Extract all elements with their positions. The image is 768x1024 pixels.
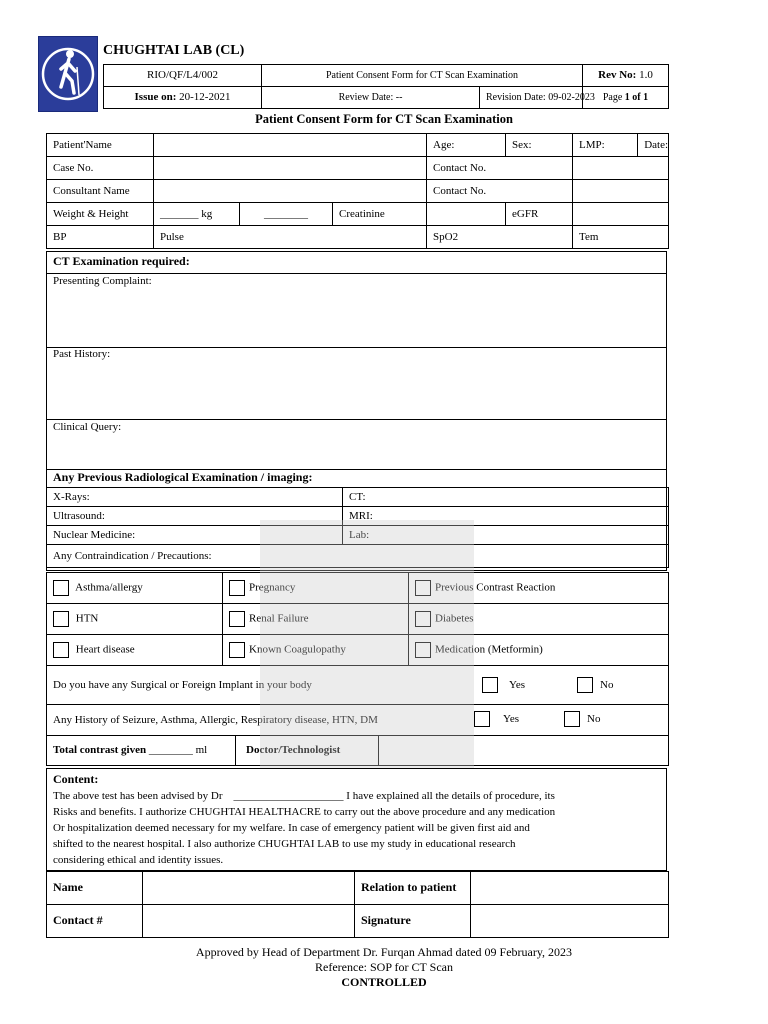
issue-label: Issue on: [134,91,177,104]
revision-date: Revision Date: 09-02-2023 [480,87,583,109]
presenting-complaint-label: Presenting Complaint: [53,275,152,287]
radiology-heading: Any Previous Radiological Examination / imaging: [53,470,313,484]
medication-label: Medication (Metformin) [435,643,543,656]
consultant-contact-field[interactable] [573,180,669,203]
consent-text [53,788,653,868]
diabetes-label: Diabetes [435,612,474,625]
nuclear-medicine-field[interactable]: Nuclear Medicine: [47,526,343,545]
implant-yes-label: Yes [509,679,526,691]
patient-name-field[interactable] [154,134,427,157]
diabetes-option[interactable] [409,604,669,635]
patient-details-table [46,133,669,249]
patient-name-label: Patient'Name [47,134,154,157]
contact-label: Contact # [47,905,143,938]
form-title: Patient Consent Form for CT Scan Examination [255,112,513,126]
rev-label: Rev No: [598,69,637,82]
relation-label: Relation to patient [355,872,471,905]
document-control-table [103,64,669,109]
name-label: Name [47,872,143,905]
consultant-label: Consultant Name [47,180,154,203]
consent-content-section [46,768,667,871]
ct-field[interactable]: CT: [343,488,669,507]
signature-field[interactable] [471,905,669,938]
heart-option[interactable] [47,635,223,666]
contrast-reaction-checkbox[interactable] [415,580,431,596]
medication-checkbox[interactable] [415,642,431,658]
seizure-yes-label: Yes [503,713,520,725]
mri-field[interactable]: MRI: [343,507,669,526]
implant-no-checkbox[interactable] [577,677,593,693]
page-number [583,87,669,109]
height-field[interactable]: ________ [240,203,333,226]
signature-label: Signature [355,905,471,938]
contact-field[interactable] [143,905,355,938]
renal-option[interactable] [223,604,409,635]
contrast-reaction-label: Previous Contrast Reaction [435,581,556,594]
coagulopathy-label: Known Coagulopathy [249,643,346,656]
company-logo [38,36,98,112]
pregnancy-label: Pregnancy [249,581,296,594]
presenting-complaint-field[interactable] [47,288,666,346]
consent-line: considering ethical and identity issues. [53,854,224,866]
consent-line: shifted to the nearest hospital. I also authorize CHUGHTAI LAB to use my study in educational research [53,838,516,850]
case-no-label: Case No. [47,157,154,180]
implant-yes-checkbox[interactable] [482,677,498,693]
page-of: of [632,91,641,103]
xrays-field[interactable]: X-Rays: [47,488,343,507]
heart-checkbox[interactable] [53,642,69,658]
date-field[interactable]: Date: [644,139,669,151]
revision-number [583,65,669,87]
consultant-field[interactable] [154,180,427,203]
coagulopathy-checkbox[interactable] [229,642,245,658]
form-name: Patient Consent Form for CT Scan Examination [262,65,583,87]
contact-no-label: Contact No. [427,157,573,180]
seizure-question-row [47,705,669,736]
contact-no-field[interactable] [573,157,669,180]
pulse-field[interactable]: Pulse [154,226,427,249]
ct-exam-heading: CT Examination required: [53,254,190,268]
contrast-blank: ________ [148,744,193,757]
signoff-table [46,871,669,938]
company-name: CHUGHTAI LAB (CL) [103,43,245,58]
doctor-technologist-field[interactable] [379,736,668,765]
name-field[interactable] [143,872,355,905]
controlled-stamp: CONTROLLED [341,975,427,989]
creatinine-label: Creatinine [333,203,427,226]
seizure-no-label: No [587,713,601,725]
conditions-table [46,572,669,766]
footer [0,945,768,990]
spo2-field[interactable]: SpO2 [427,226,573,249]
consent-line: The above test has been advised by Dr ____________________ I have explained all the details of procedure, its [53,790,555,802]
implant-question-row [47,666,669,705]
page-total: 1 [643,91,649,103]
weight-height-label: Weight & Height [47,203,154,226]
temp-field[interactable]: Tem [573,226,669,249]
renal-label: Renal Failure [249,612,309,625]
clinical-query-label: Clinical Query: [53,421,122,433]
total-contrast-field[interactable] [47,736,236,765]
sex-field[interactable]: Sex: [506,134,573,157]
pregnancy-checkbox[interactable] [229,580,245,596]
doc-code: RIO/QF/L4/002 [104,65,262,87]
lmp-label: LMP: [573,134,638,156]
approval-note: Approved by Head of Department Dr. Furqan Ahmad dated 09 February, 2023 [195,945,573,959]
walking-figure-icon [39,37,97,111]
total-contrast-label: Total contrast given [53,744,147,757]
egfr-field[interactable] [573,203,669,226]
clinical-query-field[interactable] [47,434,666,468]
page-current: 1 [624,91,630,103]
renal-checkbox[interactable] [229,611,245,627]
content-heading: Content: [53,772,99,786]
coagulopathy-option[interactable] [223,635,409,666]
contrast-reaction-option[interactable] [409,573,669,604]
pregnancy-option[interactable] [223,573,409,604]
rev-value: 1.0 [639,69,653,82]
medication-option[interactable] [409,635,669,666]
radiology-table [46,487,669,568]
consultant-contact-label: Contact No. [427,180,573,203]
doctor-technologist-label: Doctor/Technologist [236,736,379,765]
consent-line: Risks and benefits. I authorize CHUGHTAI HEALTHACRE to carry out the above procedure and any medication [53,806,556,818]
page-label: Page [602,91,623,103]
htn-checkbox[interactable] [53,611,69,627]
relation-field[interactable] [471,872,669,905]
ultrasound-field[interactable]: Ultrasound: [47,507,343,526]
ct-exam-section [46,251,667,470]
htn-label: HTN [75,612,99,625]
reference-note: Reference: SOP for CT Scan [315,960,453,974]
weight-field[interactable]: _______ kg [154,203,240,226]
seizure-yes-checkbox[interactable] [474,711,490,727]
heart-label: Heart disease [75,643,135,656]
egfr-label: eGFR [506,203,573,226]
htn-option[interactable] [47,604,223,635]
seizure-question: Any History of Seizure, Asthma, Allergic, Respiratory disease, HTN, DM [53,713,378,726]
lmp-field[interactable] [573,134,669,157]
seizure-no-checkbox[interactable] [564,711,580,727]
past-history-field[interactable] [47,362,666,418]
implant-no-label: No [600,679,614,691]
implant-question: Do you have any Surgical or Foreign Implant in your body [53,678,312,691]
bp-field[interactable]: BP [47,226,154,249]
asthma-checkbox[interactable] [53,580,69,596]
contrast-unit: ml [195,744,208,757]
issue-value: 20-12-2021 [179,91,231,104]
asthma-label: Asthma/allergy [75,581,143,594]
lab-field[interactable]: Lab: [343,526,669,545]
past-history-label: Past History: [53,348,111,360]
case-no-field[interactable] [154,157,427,180]
creatinine-field[interactable] [427,203,506,226]
contraindication-field[interactable]: Any Contraindication / Precautions: [47,545,669,568]
age-field[interactable]: Age: [427,134,506,157]
issue-date [104,87,262,109]
asthma-option[interactable] [47,573,223,604]
consent-line: Or hospitalization deemed necessary for my welfare. In case of emergency patient will be given first aid and [53,822,530,834]
diabetes-checkbox[interactable] [415,611,431,627]
review-date: Review Date: -- [262,87,480,109]
contrast-row [47,736,669,766]
